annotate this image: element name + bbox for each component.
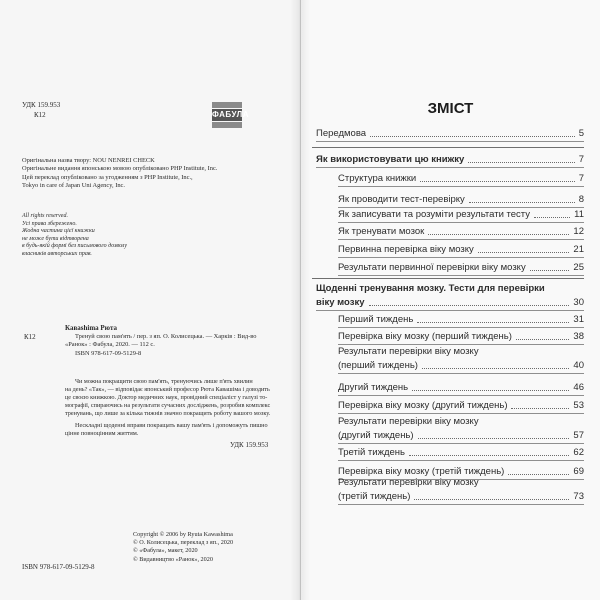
toc-entry-page: 7 (578, 154, 584, 165)
toc-leader-dots (422, 368, 569, 369)
copyright-line: Copyright © 2006 by Ryuta Kawashima (133, 531, 233, 538)
toc-entry-title: Щоденні тренування мозку. Тести для перевірки (316, 283, 545, 294)
toc-entry-title: Як проводити тест-перевірку (338, 194, 465, 205)
toc-entry-title: Перевірка віку мозку (третій тиждень) (338, 466, 505, 477)
toc-entry-page: 30 (573, 297, 584, 308)
toc-entry (338, 244, 584, 256)
book-fold (290, 0, 310, 600)
toc-leader-dots (516, 339, 570, 340)
publisher-logo (212, 102, 250, 130)
annotation-line: Нескладні щоденні вправи покращать вашу пам'ять і допоможуть пишно (75, 422, 268, 429)
author-name: Каваshima Рюта (65, 324, 117, 332)
toc-entry-title-continued: (третій тиждень) (338, 491, 411, 502)
toc-leader-dots (508, 474, 569, 475)
toc-entry (338, 209, 584, 221)
isbn-bottom: ISBN 978-617-09-5129-8 (22, 563, 95, 571)
original-title: Оригінальна назва твору: NOU NENREI CHECK (22, 157, 155, 164)
toc-entry-title: Як тренувати мозок (338, 226, 425, 237)
toc-entry-title: Перший тиждень (338, 314, 414, 325)
toc-entry (338, 173, 584, 185)
copyright-line: © «Фабула», макет, 2020 (133, 547, 198, 555)
toc-entry-title: Як використовувати цю книжку (316, 154, 465, 165)
toc-leader-dots (530, 270, 570, 271)
toc-entry-rule (338, 327, 584, 328)
publisher-logo-text: ФАБУЛА (212, 110, 250, 119)
original-line-3: Tokyo in care of Japan Uni Agency, Inc. (22, 182, 125, 190)
toc-leader-dots (478, 252, 570, 253)
toc-entry-page: 57 (573, 430, 584, 441)
toc-section-divider (312, 147, 584, 148)
toc-entry-title: Первинна перевірка віку мозку (338, 244, 474, 255)
annotation-line: мографії, спираючись на результати сучасних досліджень, розробив комплекс (65, 402, 271, 409)
toc-entry (338, 416, 584, 442)
toc-leader-dots (469, 202, 575, 203)
toc-entry-title: Як записувати та розуміти результати тесту (338, 209, 531, 220)
toc-entry-page: 12 (573, 226, 584, 237)
rights-line: Жодна частина цієї книжки (22, 228, 95, 235)
toc-leader-dots (468, 162, 574, 163)
toc-entry-page: 7 (578, 173, 584, 184)
toc-entry (338, 477, 584, 503)
annotation (65, 378, 283, 418)
toc-entry (338, 447, 584, 459)
toc-entry-rule (316, 167, 584, 168)
rights-line: власників авторських прав. (22, 250, 92, 257)
toc-leader-dots (414, 499, 569, 500)
toc-entry-page: 8 (578, 194, 584, 205)
toc-entry-rule (338, 413, 584, 414)
toc-entry-page: 73 (573, 491, 584, 502)
toc-entry-page: 31 (573, 314, 584, 325)
toc-entry-title: Третій тиждень (338, 447, 405, 458)
annotation-line: цінне повноцінним життям. (65, 430, 139, 437)
toc-leader-dots (409, 455, 569, 456)
toc-entry-rule (338, 186, 584, 187)
toc-entry-title: Результати перевірки віку мозку (338, 346, 479, 357)
toc-leader-dots (417, 322, 569, 323)
udk-code-bottom: УДК 159.953 (230, 441, 269, 449)
annotation-line: тренувань, що лише за кілька тижнів значно покращить роботу вашого мозку. (65, 410, 271, 417)
toc-entry-rule (316, 141, 584, 142)
toc-entry-page: 69 (573, 466, 584, 477)
toc-title: ЗМІСТ (427, 100, 474, 117)
toc-entry (316, 154, 584, 166)
annotation-line: Чи можна покращити свою пам'ять, тренуючись лише п'ять хвилин (75, 378, 253, 385)
toc-entry-page: 53 (573, 400, 584, 411)
bibliographic-record (65, 333, 283, 358)
toc-entry-title: Результати перевірки віку мозку (338, 477, 479, 488)
toc-entry-page: 5 (578, 128, 584, 139)
toc-entry-rule (338, 207, 584, 208)
toc-entry (338, 382, 584, 394)
isbn-line: ISBN 978-617-09-5129-8 (75, 349, 142, 357)
toc-entry-page: 21 (573, 244, 584, 255)
udk-code: УДК 159.953 (22, 101, 61, 109)
toc-leader-dots (534, 217, 570, 218)
toc-entry (338, 262, 584, 274)
biblio-line: Тренуй свою пам'ять / пер. з яп. О. Колисецька. — Харків : Вид-во (75, 333, 257, 340)
toc-entry-title-continued: (другий тиждень) (338, 430, 414, 441)
annotation-line: на день? «Так», — відповідає японський професор Рюта Кавашіма і доводить (65, 386, 270, 393)
rights-line: Усі права збережено. (22, 220, 77, 227)
annotation-continued (65, 422, 283, 438)
original-line-1: Оригінальне видання японською мовою опубліковано PHP Institute, Inc. (22, 165, 218, 173)
annotation-line: це своєю книжкою. Доктор медичних наук, провідний спеціаліст у галузі то- (65, 394, 268, 401)
toc-entry (316, 128, 584, 140)
toc-entry-rule (338, 460, 584, 461)
rights-line: All rights reserved. (22, 213, 68, 219)
toc-entry-page: 38 (573, 331, 584, 342)
toc-entry-rule (338, 257, 584, 258)
toc-leader-dots (369, 305, 570, 306)
toc-entry-title-continued: (перший тиждень) (338, 360, 418, 371)
toc-entry (338, 331, 584, 343)
toc-entry (338, 194, 584, 206)
toc-leader-dots (511, 408, 569, 409)
copyright-block (133, 531, 293, 564)
toc-entry-page: 40 (573, 360, 584, 371)
rights-line: не може бути відтворена (22, 235, 89, 242)
toc-leader-dots (370, 136, 575, 137)
copyright-line: © Видавництво «Ранок», 2020 (133, 555, 213, 563)
toc-entry-rule (338, 395, 584, 396)
toc-entry-page: 25 (573, 262, 584, 273)
toc-entry (338, 346, 584, 372)
toc-entry-title: Другий тиждень (338, 382, 409, 393)
toc-entry-page: 11 (574, 209, 584, 220)
original-line-2: Цей переклад опубліковано за угодженням з PHP Institute, Inc., (22, 173, 193, 181)
toc-entry-rule (338, 222, 584, 223)
toc-leader-dots (420, 181, 574, 182)
toc-entry (338, 314, 584, 326)
biblio-line: «Ранок» : Фабула, 2020. — 112 с. (65, 341, 155, 349)
toc-leader-dots (412, 390, 569, 391)
toc-entry (338, 226, 584, 238)
toc-entry (316, 283, 584, 309)
original-edition-info (22, 157, 262, 191)
toc-entry-title: Структура книжки (338, 173, 417, 184)
toc-entry-title-continued: віку мозку (316, 297, 365, 308)
toc-entry-rule (338, 275, 584, 276)
toc-leader-dots (428, 234, 569, 235)
toc-entry-title: Передмова (316, 128, 367, 139)
toc-entry-rule (338, 344, 584, 345)
rights-notice (22, 213, 142, 259)
toc-leader-dots (418, 438, 570, 439)
toc-entry-page: 46 (573, 382, 584, 393)
toc-entry (338, 400, 584, 412)
toc-entry-title: Перевірка віку мозку (перший тиждень) (338, 331, 512, 342)
toc-entry-title: Результати первинної перевірки віку мозку (338, 262, 526, 273)
toc-entry-rule (338, 373, 584, 374)
toc-entry-title: Перевірка віку мозку (другий тиждень) (338, 400, 508, 411)
toc-entry-rule (338, 239, 584, 240)
toc-entry-rule (338, 443, 584, 444)
copyright-line: © О. Колисецька, переклад з яп., 2020 (133, 539, 234, 547)
toc-entry-page: 62 (573, 447, 584, 458)
toc-entry-rule (316, 310, 584, 311)
toc-entry-title: Результати перевірки віку мозку (338, 416, 479, 427)
rights-line: в будь-якій формі без письмового дозволу (22, 243, 127, 250)
library-code-side: К12 (24, 333, 36, 341)
library-code: К12 (34, 111, 46, 119)
toc-section-divider (312, 278, 584, 279)
toc-entry-rule (338, 504, 584, 505)
